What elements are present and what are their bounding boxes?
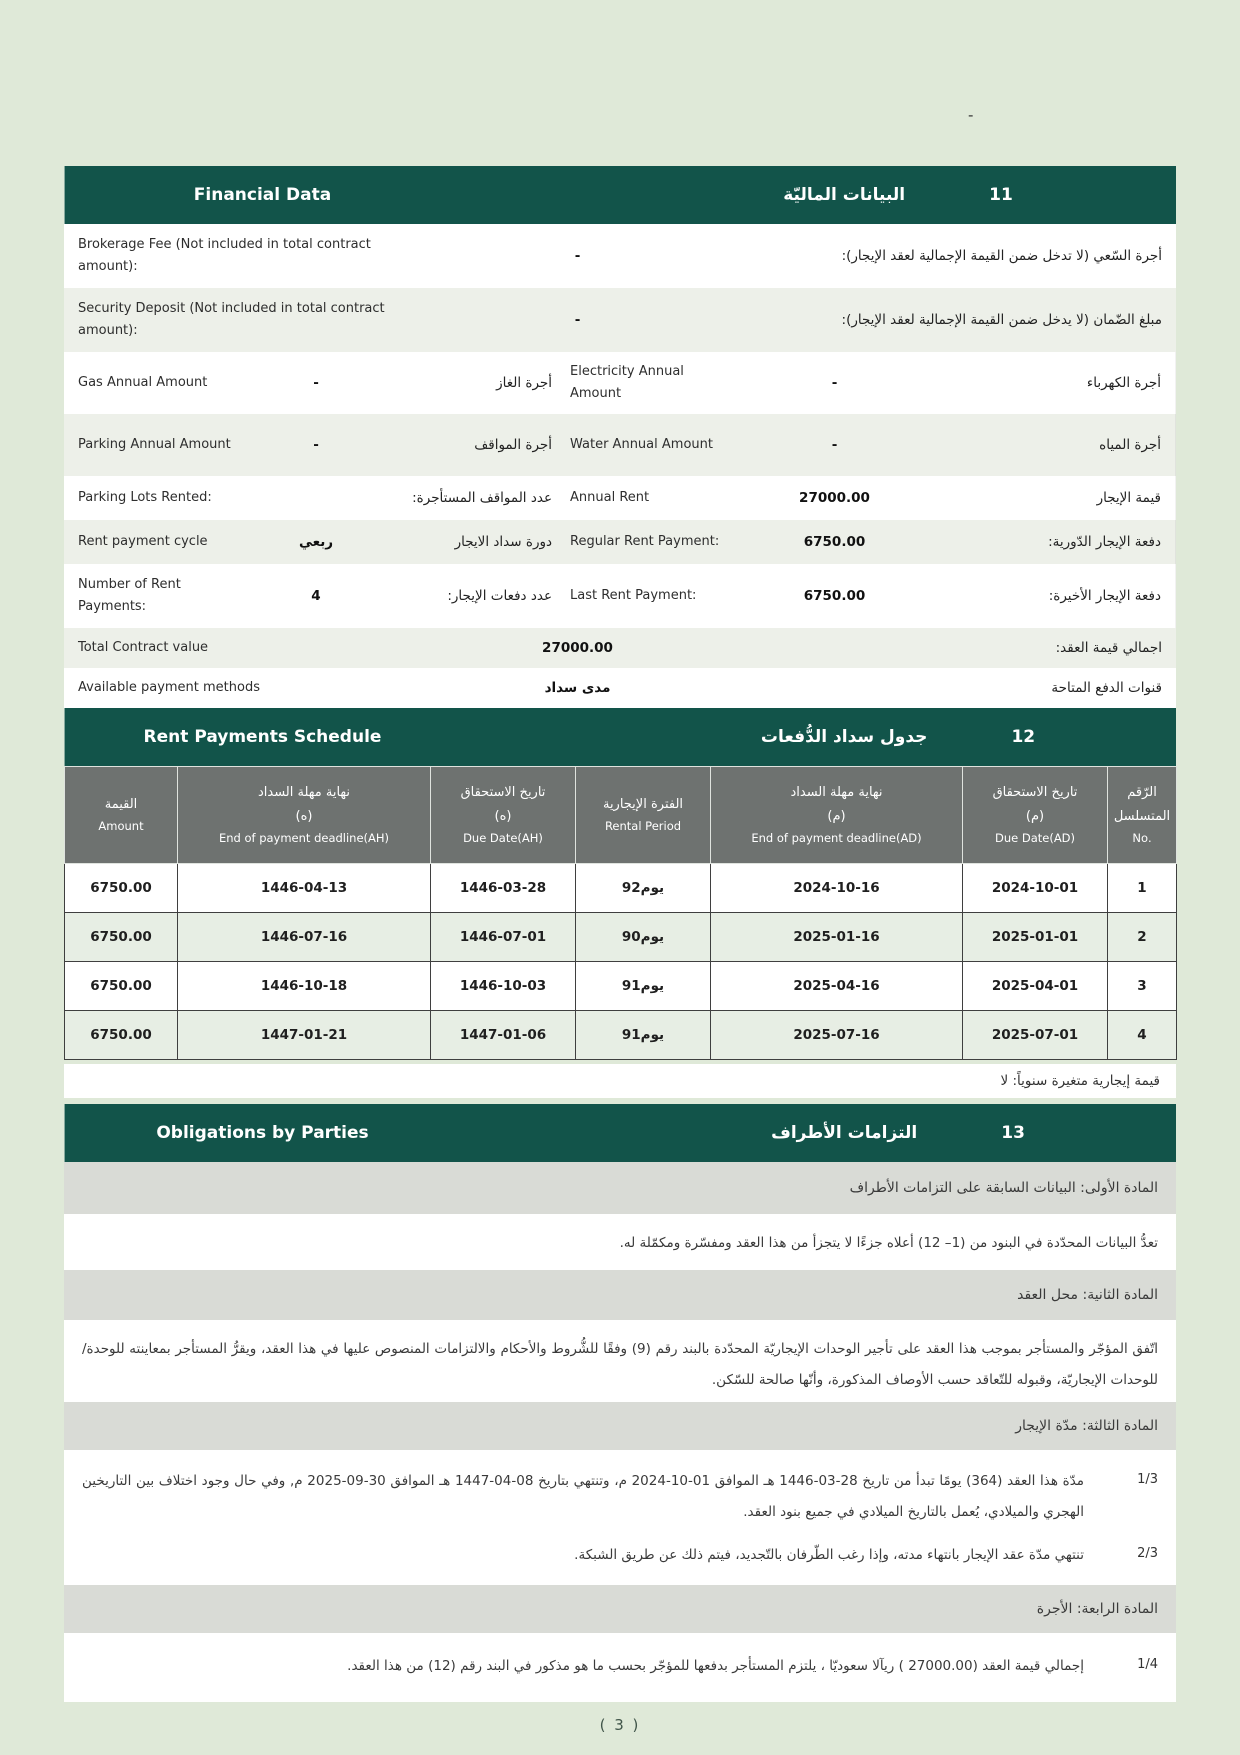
col-header-end-deadline-ad — [711, 767, 963, 864]
clause-text: إجمالي قيمة العقد (27000.00 ) ريآلا سعوديّا ، يلتزم المستأجر بدفعها للمؤجّر بحسب ما هو مذكور في البند رقم (12) من هذا العقد. — [347, 1658, 1084, 1675]
cell-no: 4 — [1108, 1011, 1177, 1060]
cell-rental-period: 92يوم — [576, 864, 711, 913]
col-dueah-ar: تاريخ الاستحقاق — [460, 785, 546, 801]
financial-row-gas-electricity — [64, 352, 1176, 414]
field-label-ar: مبلغ الضّمان (لا يدخل ضمن القيمة الإجمالية لعقد الإيجار): — [841, 311, 1162, 328]
variable-rent-note: قيمة إيجارية متغيرة سنوياً: لا — [64, 1064, 1176, 1098]
cell-due-date-ad: 2025-04-01 — [963, 962, 1108, 1011]
field-value: - — [574, 312, 581, 328]
field-label-en: Regular Rent Payment: — [570, 533, 720, 549]
field-label-ar: اجمالي قيمة العقد: — [1055, 639, 1162, 656]
col-header-amount — [65, 767, 178, 864]
water-cell — [560, 414, 1176, 476]
section-11-header-ar — [620, 166, 1176, 224]
col-period-ar: الفترة الإيجارية — [602, 796, 684, 812]
col-dueah-sub: (ه) — [494, 808, 512, 824]
col-no-ar: الرّقم المتسلسل — [1113, 785, 1171, 824]
section-12-header-en — [64, 708, 620, 766]
field-value: مدى سداد — [544, 680, 611, 696]
field-value: 6750.00 — [803, 534, 866, 550]
gas-cell — [64, 352, 560, 414]
clause-4-1 — [64, 1645, 1176, 1688]
col-header-due-date-ah — [431, 767, 576, 864]
financial-row-parkinglots-annualrent — [64, 476, 1176, 520]
clause-number: 1/4 — [1137, 1657, 1158, 1673]
col-period-en: Rental Period — [604, 819, 682, 834]
field-value: 6750.00 — [803, 588, 866, 604]
cell-end-deadline-ad: 2025-04-16 — [711, 962, 963, 1011]
field-label-ar: أجرة الغاز — [496, 374, 552, 391]
payments-schedule-table — [64, 766, 1177, 1060]
col-endad-en: End of payment deadline(AD) — [751, 831, 922, 846]
field-label-ar: عدد دفعات الإيجار: — [447, 587, 552, 604]
article-4-clauses — [64, 1633, 1176, 1702]
section-12-header — [64, 708, 1176, 766]
field-label-en: Available payment methods — [78, 679, 260, 695]
section-13-title-ar: التزامات الأطراف — [771, 1123, 918, 1143]
field-label-en: Total Contract value — [78, 639, 209, 655]
cell-due-date-ah: 1446-03-28 — [431, 864, 576, 913]
col-amount-ar: القيمة — [104, 796, 138, 812]
financial-row-security-deposit — [64, 288, 1176, 352]
section-11-title-ar: البيانات الماليّة — [783, 185, 906, 205]
parking-annual-cell — [64, 414, 560, 476]
cell-due-date-ad: 2025-07-01 — [963, 1011, 1108, 1060]
clause-text: مدّة هذا العقد (364) يومًا تبدأ من تاريخ 28-03-1446 هـ الموافق 01-10-2024 م، وتنتهي بتاريخ 08-04-1447 هـ الموافق 30-09-2025 م, وفي حال وجود اختلاف بين التاريخين الهجري والميلادي، يُعمل بالتاريخ الميلادي في جميع بنود العقد. — [82, 1473, 1085, 1521]
col-duead-sub: (م) — [1025, 808, 1045, 824]
field-label-ar: عدد المواقف المستأجرة: — [412, 489, 552, 506]
cell-no: 3 — [1108, 962, 1177, 1011]
section-12-title-en: Rent Payments Schedule — [143, 727, 382, 747]
page-number: ( 3 ) — [599, 1716, 641, 1735]
field-label-en: Rent payment cycle — [78, 533, 208, 549]
page-top-dash: - — [968, 106, 974, 124]
article-3-clauses — [64, 1450, 1176, 1585]
field-label-ar: أجرة السّعي (لا تدخل ضمن القيمة الإجمالية لعقد الإيجار): — [841, 247, 1162, 264]
cell-end-deadline-ad: 2025-01-16 — [711, 913, 963, 962]
financial-row-brokerage — [64, 224, 1176, 288]
section-12-header-ar — [620, 708, 1176, 766]
field-label-ar: قيمة الإيجار — [1096, 489, 1161, 506]
article-1-paragraph: تعدُّ البيانات المحدّدة في البنود من (1– 12) أعلاه جزءًا لا يتجزأ من هذا العقد ومفسّرة ومكمّلة له. — [64, 1214, 1176, 1270]
col-header-due-date-ad — [963, 767, 1108, 864]
col-header-no — [1108, 767, 1177, 864]
section-11-number: 11 — [989, 185, 1013, 205]
field-label-ar: أجرة الكهرباء — [1086, 374, 1161, 391]
cell-end-deadline-ad: 2024-10-16 — [711, 864, 963, 913]
financial-row-parking-water — [64, 414, 1176, 476]
section-13-header-en — [64, 1104, 620, 1162]
electricity-cell — [560, 352, 1176, 414]
field-label-ar: دفعة الإيجار الأخيرة: — [1048, 587, 1161, 604]
col-header-rental-period — [576, 767, 711, 864]
field-label-en: Parking Annual Amount — [78, 436, 231, 452]
field-label-en: Electricity Annual Amount — [570, 363, 684, 401]
payment-cycle-cell — [64, 520, 560, 564]
field-value: - — [574, 248, 581, 264]
field-value: 27000.00 — [542, 640, 613, 656]
section-11-header-en — [64, 166, 620, 224]
cell-end-deadline-ah: 1446-04-13 — [178, 864, 431, 913]
cell-no: 2 — [1108, 913, 1177, 962]
regular-payment-cell — [560, 520, 1176, 564]
cell-rental-period: 91يوم — [576, 1011, 711, 1060]
field-value: 4 — [311, 588, 321, 604]
financial-row-total-contract — [64, 628, 1176, 668]
cell-rental-period: 90يوم — [576, 913, 711, 962]
col-endah-ar: نهاية مهلة السداد — [257, 785, 351, 801]
clause-3-2 — [64, 1534, 1176, 1577]
num-payments-cell — [64, 564, 560, 628]
col-duead-en: Due Date(AD) — [994, 831, 1076, 846]
annual-rent-cell — [560, 476, 1176, 520]
article-3-bar: المادة الثالثة: مدّة الإيجار — [64, 1402, 1176, 1450]
col-endah-en: End of payment deadline(AH) — [218, 831, 390, 846]
col-dueah-en: Due Date(AH) — [463, 831, 543, 846]
article-1-bar: المادة الأولى: البيانات السابقة على التزامات الأطراف — [64, 1162, 1176, 1214]
field-value: 27000.00 — [799, 490, 870, 506]
article-2-bar: المادة الثانية: محل العقد — [64, 1270, 1176, 1320]
section-13-title-en: Obligations by Parties — [156, 1123, 369, 1143]
field-value: - — [831, 437, 838, 453]
col-endad-ar: نهاية مهلة السداد — [790, 785, 883, 801]
field-value: - — [313, 437, 319, 453]
cell-due-date-ad: 2025-01-01 — [963, 913, 1108, 962]
section-13-number: 13 — [1001, 1123, 1025, 1143]
cell-rental-period: 91يوم — [576, 962, 711, 1011]
col-no-en: .No — [1132, 831, 1152, 846]
payment-row-4 — [65, 1011, 1177, 1060]
cell-end-deadline-ah: 1447-01-21 — [178, 1011, 431, 1060]
field-label-ar: قنوات الدفع المتاحة — [1051, 679, 1162, 696]
cell-amount: 6750.00 — [65, 913, 178, 962]
col-header-end-deadline-ah — [178, 767, 431, 864]
col-endah-sub: (ه) — [295, 808, 313, 824]
financial-row-cycle-regularpayment — [64, 520, 1176, 564]
section-11-title-en: Financial Data — [193, 185, 332, 205]
clause-number: 2/3 — [1137, 1546, 1158, 1562]
field-label-en: Last Rent Payment: — [570, 587, 697, 603]
field-label-ar: أجرة المياه — [1099, 436, 1161, 453]
field-label-ar: أجرة المواقف — [474, 436, 552, 453]
cell-end-deadline-ad: 2025-07-16 — [711, 1011, 963, 1060]
col-duead-ar: تاريخ الاستحقاق — [992, 785, 1078, 801]
payment-row-1 — [65, 864, 1177, 913]
article-2-paragraph: اتّفق المؤجّر والمستأجر بموجب هذا العقد على تأجير الوحدات الإيجاريّة المحدّدة بالبند رقم (9) وفقًا للشُّروط والأحكام والالتزامات المنصوص عليها في هذا العقد، ويقرُّ المستأجر بمعاينته للوحدة/للوحدات الإيجاريّة، وقبوله للتّعاقد حسب الأوصاف المذكورة، وأنّها صالحة للسّكن. — [64, 1320, 1176, 1402]
cell-amount: 6750.00 — [65, 962, 178, 1011]
payment-row-3 — [65, 962, 1177, 1011]
field-value: ربعي — [298, 534, 334, 550]
field-label-en: Number of Rent Payments: — [78, 576, 181, 614]
section-13-header-ar — [620, 1104, 1176, 1162]
field-label-en: Annual Rent — [570, 489, 650, 505]
last-payment-cell — [560, 564, 1176, 628]
section-13-header — [64, 1104, 1176, 1162]
financial-row-payment-methods — [64, 668, 1176, 708]
field-label-ar: دفعة الإيجار الدّورية: — [1048, 533, 1161, 550]
field-value: - — [831, 375, 838, 391]
cell-amount: 6750.00 — [65, 864, 178, 913]
field-label-en: Gas Annual Amount — [78, 374, 208, 390]
contract-page — [64, 0, 1176, 1734]
clause-number: 1/3 — [1137, 1472, 1158, 1487]
field-label-en: Parking Lots Rented: — [78, 489, 212, 505]
cell-end-deadline-ah: 1446-10-18 — [178, 962, 431, 1011]
cell-due-date-ah: 1446-10-03 — [431, 962, 576, 1011]
clause-text: تنتهي مدّة عقد الإيجار بانتهاء مدته، وإذا رغب الطّرفان بالتّجديد، فيتم ذلك عن طريق الشبكة. — [574, 1547, 1084, 1564]
field-label-en: Water Annual Amount — [570, 436, 713, 452]
field-label-en: Brokerage Fee (Not included in total contract amount): — [78, 236, 371, 274]
cell-due-date-ah: 1446-07-01 — [431, 913, 576, 962]
cell-no: 1 — [1108, 864, 1177, 913]
col-endad-sub: (م) — [827, 808, 846, 824]
financial-row-numpayments-lastpayment — [64, 564, 1176, 628]
col-amount-en: Amount — [98, 819, 144, 834]
section-12-number: 12 — [1011, 727, 1036, 747]
field-value: - — [313, 375, 319, 391]
payments-header-row — [65, 767, 1177, 864]
field-label-ar: دورة سداد الايجار — [454, 533, 552, 550]
section-11-header — [64, 166, 1176, 224]
field-label-en: Security Deposit (Not included in total contract amount): — [78, 300, 385, 338]
section-12-title-ar: جدول سداد الدُّفعات — [760, 727, 928, 747]
cell-due-date-ah: 1447-01-06 — [431, 1011, 576, 1060]
cell-due-date-ad: 2024-10-01 — [963, 864, 1108, 913]
parking-lots-cell — [64, 476, 560, 520]
cell-end-deadline-ah: 1446-07-16 — [178, 913, 431, 962]
clause-3-1 — [64, 1460, 1176, 1534]
cell-amount: 6750.00 — [65, 1011, 178, 1060]
payment-row-2 — [65, 913, 1177, 962]
article-4-bar: المادة الرابعة: الأجرة — [64, 1585, 1176, 1633]
